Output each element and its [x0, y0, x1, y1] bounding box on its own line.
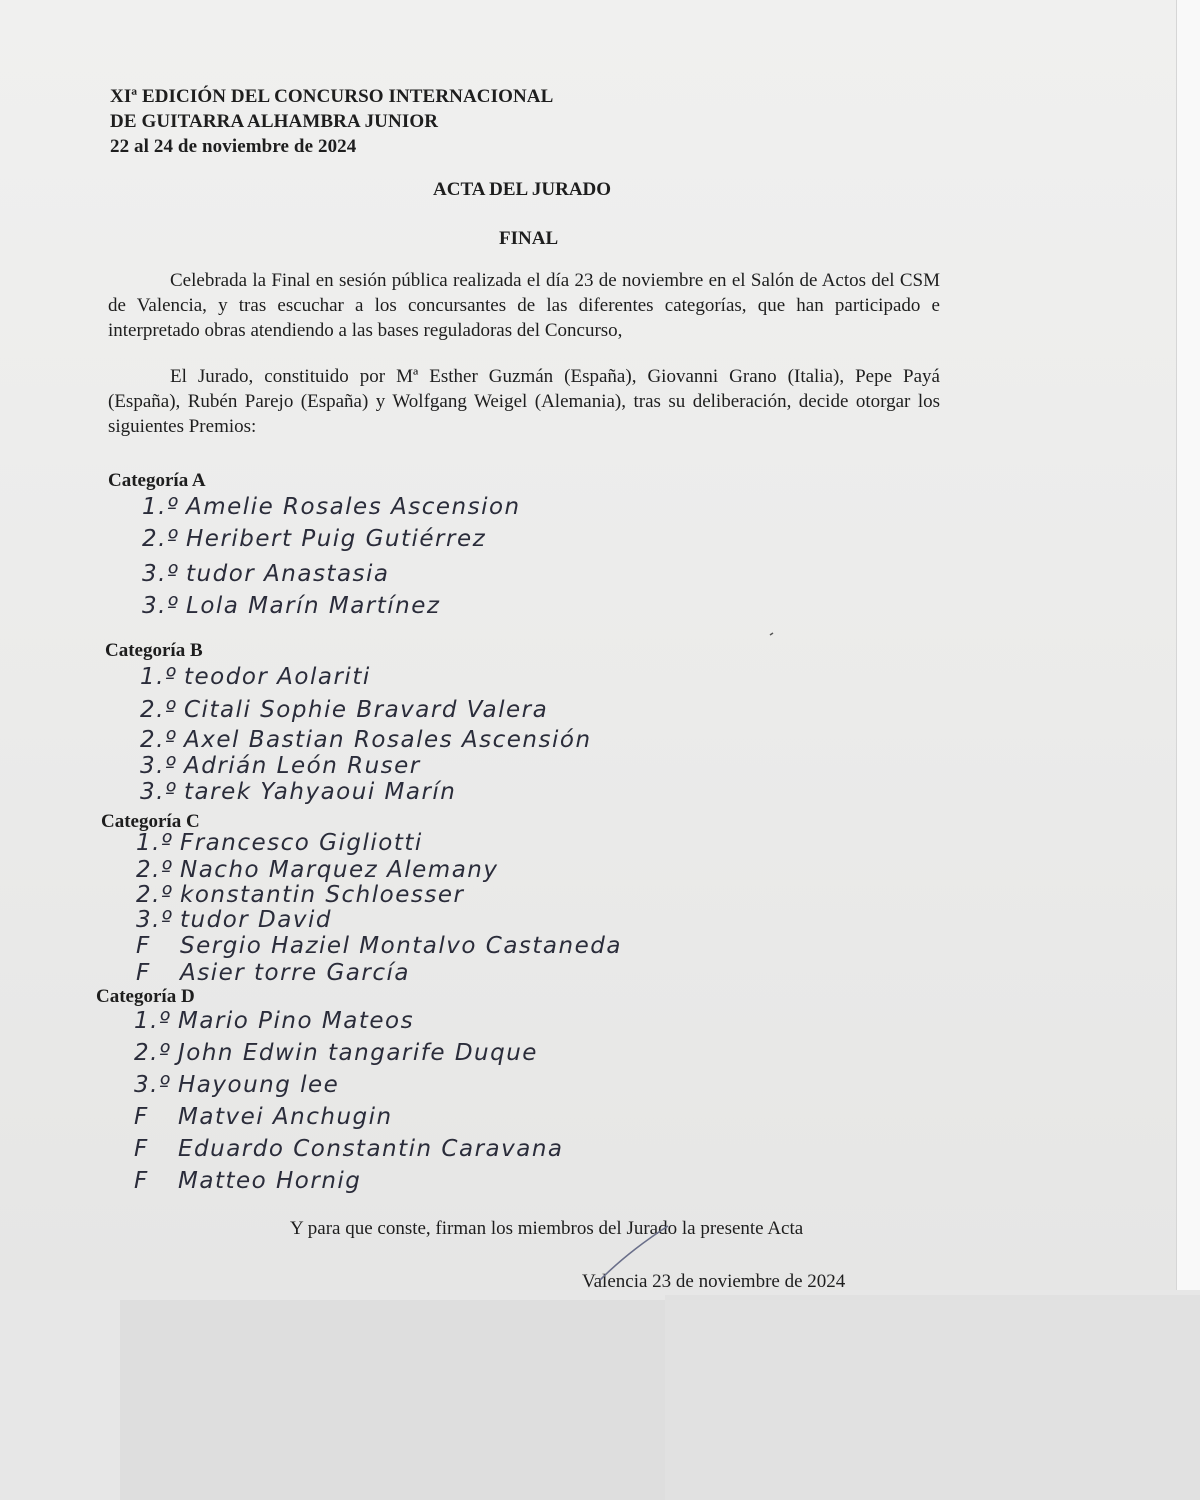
contestant-name: Sergio Haziel Montalvo Castaneda [180, 933, 622, 959]
position-label: 3.º [142, 593, 180, 619]
document-subtitle: FINAL [499, 228, 559, 249]
position-label: 3.º [134, 1072, 172, 1098]
contestant-name: Hayoung lee [178, 1072, 340, 1098]
position-label: 3.º [136, 907, 174, 933]
place-and-date: Valencia 23 de noviembre de 2024 [582, 1271, 846, 1292]
contestant-name: Mario Pino Mateos [178, 1008, 415, 1034]
header-line-3: 22 al 24 de noviembre de 2024 [110, 136, 357, 157]
contestant-name: Citali Sophie Bravard Valera [184, 697, 549, 723]
position-label: F [136, 933, 151, 959]
position-label: 3.º [140, 753, 178, 779]
position-label: 3.º [140, 779, 178, 805]
contestant-name: Asier torre García [180, 960, 410, 986]
header-line-1: XIª EDICIÓN DEL CONCURSO INTERNACIONAL [110, 86, 554, 107]
closing-statement: Y para que conste, firman los miembros del Jurado la presente Acta [290, 1218, 804, 1239]
position-label: 1.º [140, 664, 178, 690]
jury-paragraph: El Jurado, constituido por Mª Esther Guzmán (España), Giovanni Grano (Italia), Pepe Payá (España), Rubén Parejo (España) y Wolfgang Weigel (Alemania), tras su deliberación, decide otorgar los siguientes Premios: [108, 366, 940, 437]
contestant-name: Eduardo Constantin Caravana [178, 1136, 564, 1162]
position-label: 1.º [136, 830, 174, 856]
contestant-name: John Edwin tangarife Duque [178, 1040, 538, 1066]
position-label: 2.º [136, 882, 174, 908]
contestant-name: tudor David [180, 907, 332, 933]
category-heading: Categoría B [105, 640, 203, 661]
position-label: 3.º [142, 561, 180, 587]
contestant-name: Nacho Marquez Alemany [180, 857, 499, 883]
contestant-name: teodor Aolariti [184, 664, 371, 690]
contestant-name: Heribert Puig Gutiérrez [186, 526, 487, 552]
contestant-name: Lola Marín Martínez [186, 593, 441, 619]
category-heading: Categoría A [108, 470, 206, 491]
contestant-name: konstantin Schloesser [180, 882, 465, 908]
header-line-2: DE GUITARRA ALHAMBRA JUNIOR [110, 111, 439, 132]
position-label: F [134, 1168, 149, 1194]
position-label: F [136, 960, 151, 986]
contestant-name: Amelie Rosales Ascension [186, 494, 521, 520]
category-heading: Categoría C [101, 811, 200, 832]
position-label: 2.º [136, 857, 174, 883]
position-label: 1.º [134, 1008, 172, 1034]
intro-paragraph: Celebrada la Final en sesión pública realizada el día 23 de noviembre en el Salón de Actos del CSM de Valencia, y tras escuchar a los concursantes de las diferentes categorías, que han participado e interpretado obras atendiendo a las bases reguladoras del Concurso, [108, 270, 940, 341]
contestant-name: Adrián León Ruser [184, 753, 421, 779]
position-label: F [134, 1104, 149, 1130]
position-label: 1.º [142, 494, 180, 520]
position-label: F [134, 1136, 149, 1162]
contestant-name: Matvei Anchugin [178, 1104, 393, 1130]
contestant-name: Matteo Hornig [178, 1168, 362, 1194]
category-heading: Categoría D [96, 986, 195, 1007]
document-title: ACTA DEL JURADO [433, 179, 612, 200]
contestant-name: Francesco Gigliotti [180, 830, 423, 856]
contestant-name: tarek Yahyaoui Marín [184, 779, 457, 805]
position-label: 2.º [140, 727, 178, 753]
contestant-name: tudor Anastasia [186, 561, 390, 587]
position-label: 2.º [140, 697, 178, 723]
position-label: 2.º [134, 1040, 172, 1066]
contestant-name: Axel Bastian Rosales Ascensión [184, 727, 592, 753]
position-label: 2.º [142, 526, 180, 552]
